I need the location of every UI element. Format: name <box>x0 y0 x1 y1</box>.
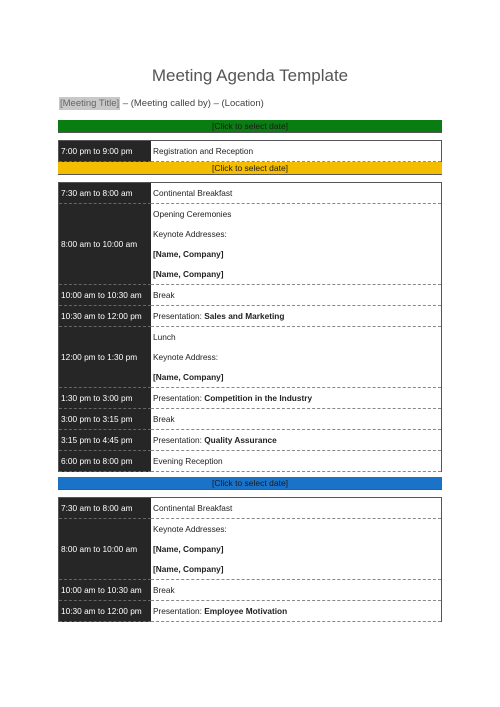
description-emphasis: Sales and Marketing <box>204 311 285 321</box>
description-text: Presentation: <box>153 606 205 616</box>
agenda-time: 8:00 am to 10:00 am <box>59 519 152 580</box>
description-emphasis: [Name, Company] <box>153 564 224 574</box>
agenda-row <box>59 327 442 348</box>
agenda-time: 10:00 am to 10:30 am <box>59 285 152 306</box>
description-text: Break <box>153 414 175 424</box>
agenda-description <box>151 430 442 451</box>
description-emphasis: [Name, Company] <box>153 249 224 259</box>
description-emphasis: [Name, Company] <box>153 372 224 382</box>
agenda-description <box>151 367 442 388</box>
agenda-description <box>151 347 442 367</box>
agenda-description <box>151 580 442 601</box>
agenda-description <box>151 264 442 285</box>
agenda-time: 3:15 pm to 4:45 pm <box>59 430 152 451</box>
description-text: Opening Ceremonies <box>153 209 232 219</box>
agenda-description <box>151 559 442 580</box>
agenda-row <box>59 580 442 601</box>
date-band-3[interactable] <box>58 477 442 490</box>
description-emphasis: Competition in the Industry <box>204 393 313 403</box>
agenda-row <box>59 409 442 430</box>
agenda-time: 6:00 pm to 8:00 pm <box>59 451 152 472</box>
agenda-time: 10:30 am to 12:00 pm <box>59 306 152 327</box>
agenda-row <box>59 306 442 327</box>
agenda-table-day3 <box>58 497 442 622</box>
date-selector-label: [Click to select date] <box>211 478 289 488</box>
description-emphasis: Employee Motivation <box>204 606 288 616</box>
agenda-description <box>151 224 442 244</box>
agenda-row <box>59 451 442 472</box>
description-text: Keynote Addresses: <box>153 229 227 239</box>
agenda-row <box>59 498 442 519</box>
agenda-time: 7:30 am to 8:00 am <box>59 498 152 519</box>
description-text: Continental Breakfast <box>153 188 233 198</box>
agenda-time: 7:30 am to 8:00 am <box>59 183 152 204</box>
description-text: Break <box>153 585 175 595</box>
meeting-title-field[interactable]: [Meeting Title] <box>60 98 120 109</box>
description-text: Continental Breakfast <box>153 503 233 513</box>
agenda-row <box>59 388 442 409</box>
agenda-description <box>151 183 442 204</box>
date-selector-label: [Click to select date] <box>211 121 289 131</box>
agenda-description <box>151 204 442 225</box>
description-text: Keynote Addresses: <box>153 524 227 534</box>
description-text: Lunch <box>153 332 176 342</box>
agenda-description <box>151 519 442 540</box>
agenda-description <box>151 244 442 264</box>
page-title: Meeting Agenda Template <box>151 66 349 85</box>
description-emphasis: Quality Assurance <box>204 435 277 445</box>
description-emphasis: [Name, Company] <box>153 269 224 279</box>
agenda-row <box>59 141 442 162</box>
agenda-row <box>59 204 442 225</box>
agenda-row <box>59 601 442 622</box>
description-text: Evening Reception <box>153 456 223 466</box>
description-text: Presentation: <box>153 311 205 321</box>
agenda-time: 10:00 am to 10:30 am <box>59 580 152 601</box>
agenda-row <box>59 430 442 451</box>
description-text: Break <box>153 290 175 300</box>
date-band-2[interactable] <box>58 162 442 175</box>
date-band-1[interactable] <box>58 120 442 133</box>
agenda-time: 1:30 pm to 3:00 pm <box>59 388 152 409</box>
agenda-description <box>151 141 442 162</box>
agenda-description <box>151 498 442 519</box>
description-text: Keynote Address: <box>153 352 219 362</box>
agenda-time: 8:00 am to 10:00 am <box>59 204 152 285</box>
agenda-table-day2 <box>58 182 442 472</box>
agenda-description <box>151 451 442 472</box>
agenda-row <box>59 519 442 540</box>
description-emphasis: [Name, Company] <box>153 544 224 554</box>
meeting-details: – (Meeting called by) – (Location) <box>120 98 264 109</box>
agenda-description <box>151 285 442 306</box>
agenda-description <box>151 601 442 622</box>
date-selector-label: [Click to select date] <box>211 163 289 173</box>
agenda-description <box>151 306 442 327</box>
agenda-description <box>151 409 442 430</box>
agenda-time: 12:00 pm to 1:30 pm <box>59 327 152 388</box>
agenda-description <box>151 388 442 409</box>
description-text: Presentation: <box>153 435 205 445</box>
agenda-description <box>151 327 442 348</box>
meeting-subline <box>59 98 264 109</box>
agenda-table-day1 <box>58 140 442 162</box>
agenda-row <box>59 183 442 204</box>
agenda-row <box>59 285 442 306</box>
agenda-time: 3:00 pm to 3:15 pm <box>59 409 152 430</box>
agenda-time: 10:30 am to 12:00 pm <box>59 601 152 622</box>
agenda-description <box>151 539 442 559</box>
agenda-time: 7:00 pm to 9:00 pm <box>59 141 152 162</box>
description-text: Registration and Reception <box>153 146 254 156</box>
description-text: Presentation: <box>153 393 205 403</box>
